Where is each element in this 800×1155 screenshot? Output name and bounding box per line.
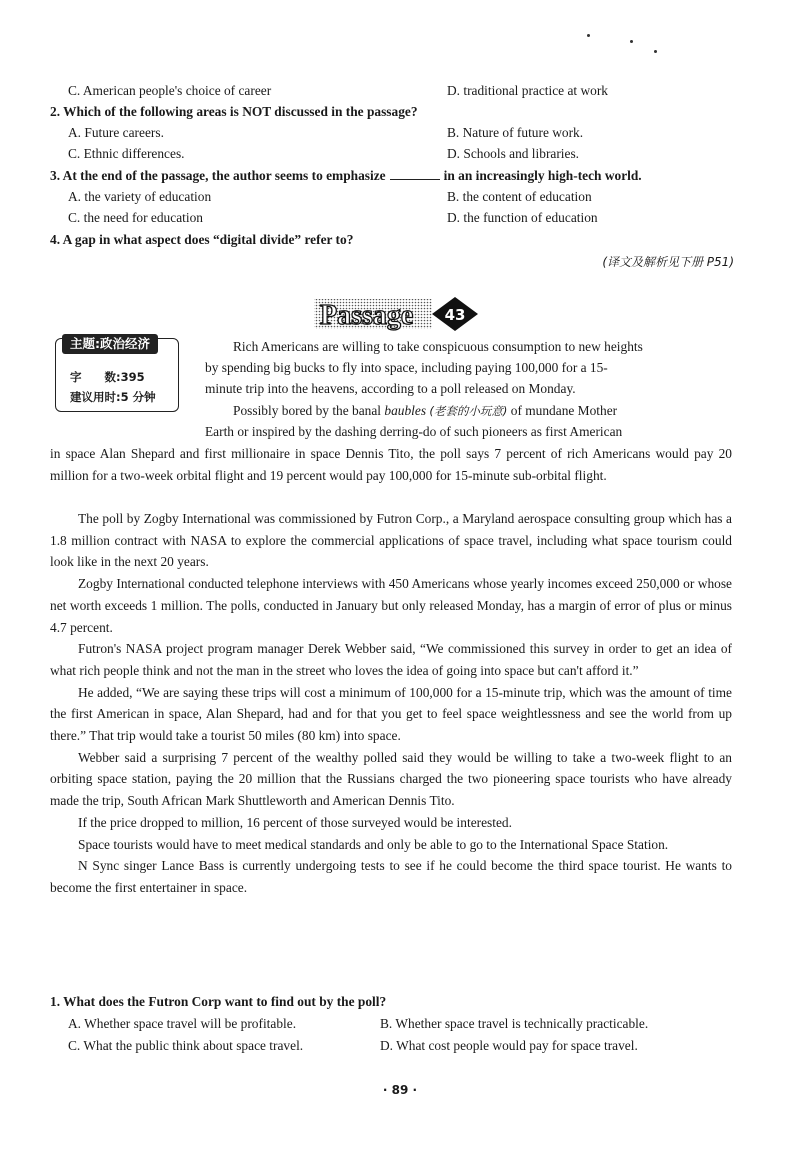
paragraph-7: Webber said a surprising 7 percent of the wealthy polled said they would be willing to take a two-week flight to an orbiting space station, paying the 20 million that the Russians charged the two pioneering space tourists who have already made the trip, South African Mark Shuttleworth and American Dennis Tito. [50, 749, 732, 809]
q3-stem-before: 3. At the end of the passage, the author seems to emphasize [50, 168, 386, 183]
q3-option-d[interactable]: D. the function of education [447, 210, 598, 225]
passage-body [50, 508, 732, 899]
q2-option-c[interactable]: C. Ethnic differences. [68, 146, 185, 161]
q3-option-a[interactable]: A. the variety of education [68, 189, 212, 204]
q3-stem [50, 166, 642, 186]
paragraph-2-text-after: of mundane Mother [510, 403, 618, 418]
paragraph-5: Futron's NASA project program manager Derek Webber said, “We commissioned this survey in order to get an idea of what rich people think and not the man in the street who loves the idea of going into space but can't afford it.” [50, 641, 732, 678]
q2-stem: 2. Which of the following areas is NOT discussed in the passage? [50, 104, 418, 119]
question-1-stem: 1. What does the Futron Corp want to find out by the poll? [50, 994, 387, 1009]
paragraph-1-line-2: by spending big bucks to fly into space, including paying 100,000 for a 15- [205, 360, 608, 375]
paragraph-3: The poll by Zogby International was commissioned by Futron Corp., a Maryland aerospace consulting group which has a 1.8 million contract with NASA to explore the commercial applications of space travel, including what space tourism could look like in the next 20 years. [50, 511, 732, 570]
answer-reference: (译文及解析见下册 P51) [602, 255, 734, 269]
q3-blank [390, 179, 440, 180]
paragraph-1-line-1: Rich Americans are willing to take conspicuous consumption to new heights [233, 339, 643, 354]
paragraph-2-continued [50, 443, 732, 486]
scan-speck [630, 40, 633, 43]
paragraph-9: Space tourists would have to meet medical standards and only be able to go to the International Space Station. [78, 836, 669, 852]
question-1-option-c[interactable]: C. What the public think about space travel. [68, 1038, 304, 1053]
paragraph-2-text-before: Possibly bored by the banal [233, 403, 382, 418]
page-number: · 89 · [382, 1083, 418, 1097]
q3-option-c[interactable]: C. the need for education [68, 210, 203, 225]
paragraph-6: He added, “We are saying these trips will cost a minimum of 100,000 for a 15-minute trip, which was the amount of time the first American in space, Alan Shepard, had and for that you get to feel space weightlessness and see the world from up there.” That trip would take a tourist 50 miles (80 km) into space. [50, 684, 732, 744]
paragraph-8: If the price dropped to million, 16 percent of those surveyed would be interested. [78, 814, 512, 830]
question-1-option-b[interactable]: B. Whether space travel is technically practicable. [380, 1016, 649, 1031]
paragraph-10: N Sync singer Lance Bass is currently undergoing tests to see if he could become the third space tourist. He wants to become the first entertainer in space. [50, 858, 732, 895]
q3-stem-after: in an increasingly high-tech world. [443, 168, 642, 183]
paragraph-1-line-3: minute trip into the heavens, according to a poll released on Monday. [205, 381, 576, 396]
passage-number: 43 [444, 306, 466, 324]
q3-option-b[interactable]: B. the content of education [447, 189, 592, 204]
q1-option-c[interactable]: C. American people's choice of career [68, 83, 272, 98]
vocab-gloss: (老套的小玩意) [429, 404, 508, 418]
q4-stem: 4. A gap in what aspect does “digital divide” refer to? [50, 232, 354, 247]
paragraph-2-line-2: Earth or inspired by the dashing derring-do of such pioneers as first American [205, 424, 623, 439]
scan-speck [587, 34, 590, 37]
q2-option-a[interactable]: A. Future careers. [68, 125, 164, 140]
question-1-option-a[interactable]: A. Whether space travel will be profitable. [68, 1016, 297, 1031]
q2-option-b[interactable]: B. Nature of future work. [447, 125, 584, 140]
passage-title-banner [312, 295, 482, 333]
theme-tab: 主题:政治经济 [62, 334, 158, 354]
scan-speck [654, 50, 657, 53]
paragraph-2-line-1 [233, 401, 617, 421]
theme-suggested-time: 建议用时:5 分钟 [70, 390, 156, 404]
vocab-word-baubles: baubles [384, 403, 427, 418]
theme-word-count: 字 数:395 [70, 370, 145, 384]
q2-option-d[interactable]: D. Schools and libraries. [447, 146, 580, 161]
question-1-option-d[interactable]: D. What cost people would pay for space travel. [380, 1038, 638, 1053]
passage-title-word: Passage [320, 300, 414, 331]
q1-option-d[interactable]: D. traditional practice at work [447, 83, 608, 98]
paragraph-2-rest: in space Alan Shepard and first millionaire in space Dennis Tito, the poll says 7 percent of rich Americans would pay 20 million for a two-week orbital flight and 19 percent would pay 100,000 for 15-minute sub-orbital flight. [50, 446, 732, 483]
paragraph-4: Zogby International conducted telephone interviews with 450 Americans whose yearly incomes exceed 250,000 or whose net worth exceeds 1 million. The polls, conducted in January but only released Monday, has a margin of error of plus or minus 4.7 percent. [50, 576, 732, 635]
